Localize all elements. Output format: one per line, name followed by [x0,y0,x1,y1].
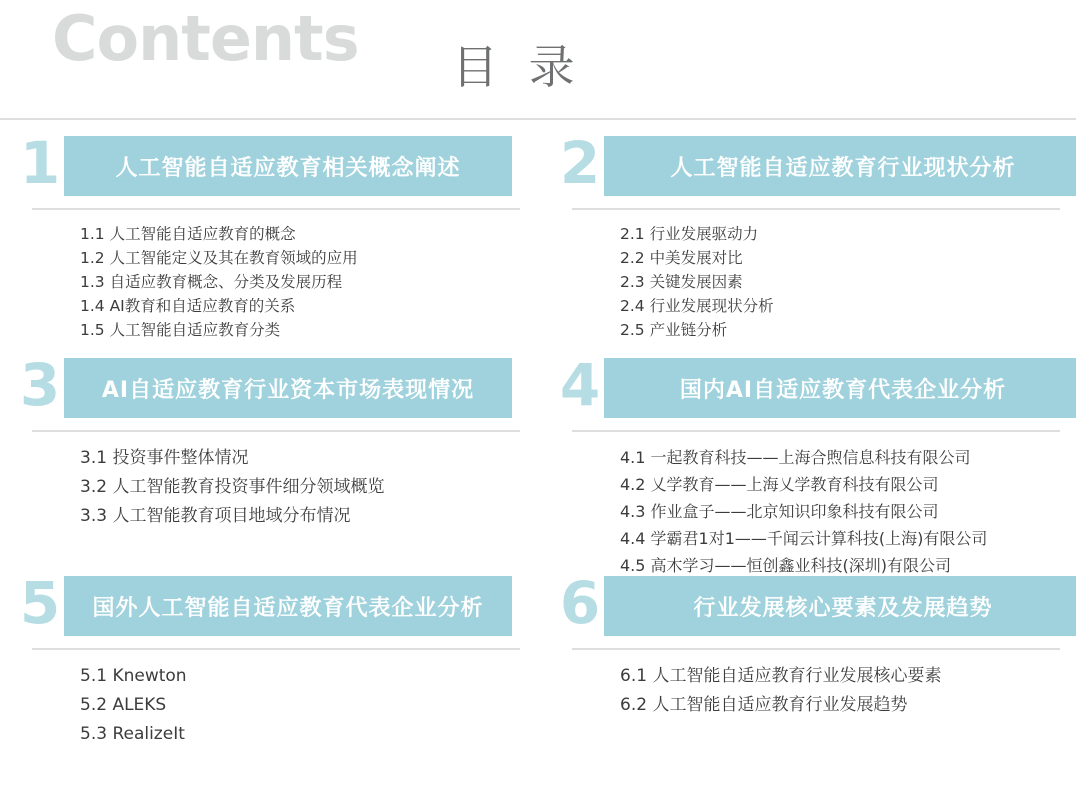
page-bottom-edge [0,797,1076,803]
contents-grid [0,128,1076,758]
section-3-title-bar[interactable] [64,358,512,418]
section-6-title-bar[interactable] [604,576,1076,636]
section-2-underline [572,208,1060,210]
list-item[interactable]: 4.5 高木学习——恒创鑫业科技(深圳)有限公司 [620,556,952,575]
section-1[interactable] [16,128,532,339]
list-item[interactable]: 6.2 人工智能自适应教育行业发展趋势 [620,695,908,715]
header-chinese-title: 目 录 [452,40,583,94]
section-5-title-bar[interactable] [64,576,512,636]
list-item[interactable]: 2.4 行业发展现状分析 [620,297,774,315]
list-item[interactable]: 5.3 RealizeIt [80,724,185,744]
section-3-items [80,444,384,531]
section-1-items [80,222,358,342]
header-english-title: Contents [52,2,359,75]
section-1-number: 1 [19,129,61,197]
list-item[interactable]: 3.3 人工智能教育项目地域分布情况 [80,506,351,526]
list-item[interactable]: 6.1 人工智能自适应教育行业发展核心要素 [620,666,942,686]
list-item[interactable]: 2.3 关键发展因素 [620,273,743,291]
list-item[interactable]: 2.1 行业发展驱动力 [620,225,759,243]
section-6-number: 6 [559,569,601,637]
section-1-title: 人工智能自适应教育相关概念阐述 [115,155,461,181]
section-4-items [620,444,987,579]
section-1-underline [32,208,520,210]
list-item[interactable]: 1.4 AI教育和自适应教育的关系 [80,297,296,315]
section-4[interactable] [556,350,1072,575]
section-4-underline [572,430,1060,432]
header-divider [0,118,1076,120]
section-6-title: 行业发展核心要素及发展趋势 [693,595,993,621]
section-4-title: 国内AI自适应教育代表企业分析 [679,377,1007,403]
section-5[interactable] [16,568,532,744]
section-5-number: 5 [19,569,61,637]
section-6-items [620,662,941,720]
section-6-underline [572,648,1060,650]
list-item[interactable]: 4.4 学霸君1对1——千闻云计算科技(上海)有限公司 [620,529,988,548]
section-4-header [556,350,1072,424]
list-item[interactable]: 5.1 Knewton [80,666,187,686]
section-2[interactable] [556,128,1072,339]
section-3[interactable] [16,350,532,526]
list-item[interactable]: 1.2 人工智能定义及其在教育领域的应用 [80,249,358,267]
section-2-header [556,128,1072,202]
list-item[interactable]: 5.2 ALEKS [80,695,167,715]
section-6[interactable] [556,568,1072,715]
list-item[interactable]: 3.2 人工智能教育投资事件细分领域概览 [80,477,385,497]
section-2-title-bar[interactable] [604,136,1076,196]
section-1-header [16,128,532,202]
list-item[interactable]: 1.5 人工智能自适应教育分类 [80,321,281,339]
section-3-title: AI自适应教育行业资本市场表现情况 [101,377,475,403]
list-item[interactable]: 4.2 乂学教育——上海乂学教育科技有限公司 [620,475,939,494]
section-5-title: 国外人工智能自适应教育代表企业分析 [92,595,484,621]
section-2-items [620,222,774,342]
list-item[interactable]: 1.1 人工智能自适应教育的概念 [80,225,296,243]
section-6-header [556,568,1072,642]
contents-row [0,128,1076,350]
section-3-underline [32,430,520,432]
section-2-title: 人工智能自适应教育行业现状分析 [670,155,1016,181]
list-item[interactable]: 4.1 一起教育科技——上海合煦信息科技有限公司 [620,448,971,467]
page-header [0,0,1076,128]
list-item[interactable]: 2.2 中美发展对比 [620,249,743,267]
section-5-items [80,662,187,749]
section-4-number: 4 [559,351,601,419]
section-5-header [16,568,532,642]
section-4-title-bar[interactable] [604,358,1076,418]
section-3-number: 3 [19,351,61,419]
section-2-number: 2 [559,129,601,197]
list-item[interactable]: 2.5 产业链分析 [620,321,728,339]
section-5-underline [32,648,520,650]
section-3-header [16,350,532,424]
section-1-title-bar[interactable] [64,136,512,196]
list-item[interactable]: 1.3 自适应教育概念、分类及发展历程 [80,273,343,291]
list-item[interactable]: 3.1 投资事件整体情况 [80,448,249,468]
contents-row [0,568,1076,758]
contents-row [0,350,1076,575]
list-item[interactable]: 4.3 作业盒子——北京知识印象科技有限公司 [620,502,939,521]
